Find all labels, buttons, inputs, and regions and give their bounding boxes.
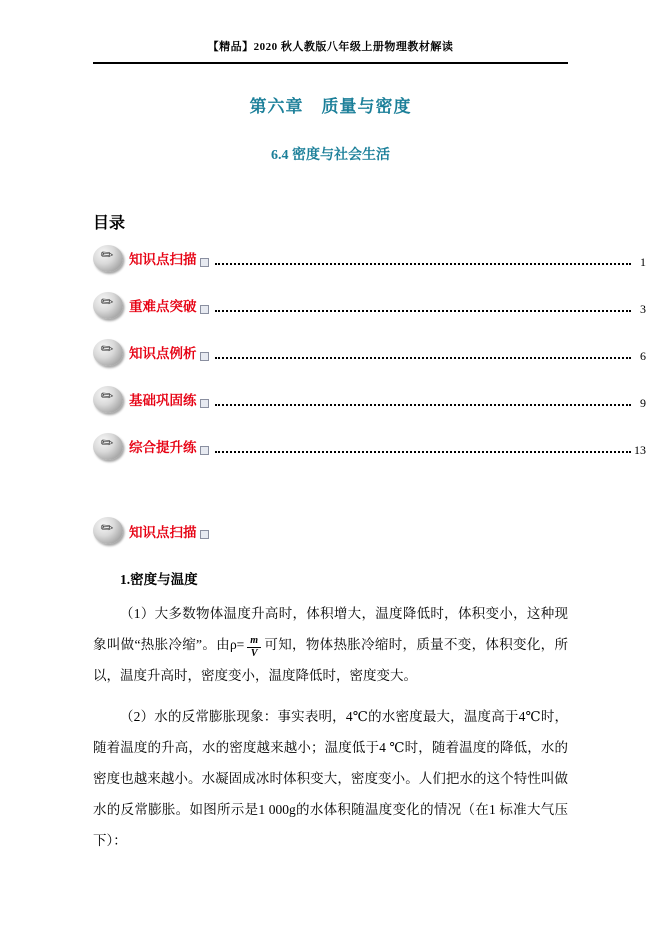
toc-item-label[interactable]: 知识点例析 [129,346,197,361]
toc-item-3[interactable] [93,337,646,367]
header-divider [93,62,568,64]
pencil-icon: ✎ [96,432,118,454]
lesson-title: 6.4 密度与社会生活 [271,148,390,163]
pencil-icon: ✎ [96,516,118,539]
paragraph-text-before-formula: （1）大多数物体温度升高时，体积增大，温度降低时，体积变小，这种现象叫做“热胀冷缩”。由ρ= [93,606,568,652]
dotted-leader [215,310,632,312]
pencil-icon: ✎ [96,291,118,313]
section-heading [93,517,568,544]
pencil-badge-icon [93,245,123,272]
link-anchor-icon [200,258,209,267]
toc-page-number: 6 [640,349,646,363]
formula-denominator: V [250,648,258,659]
toc-page-number: 13 [634,443,646,457]
toc-item-4[interactable] [93,384,646,414]
pencil-icon: ✎ [96,385,118,407]
pencil-icon: ✎ [96,244,118,266]
header-text: 【精品】2020 秋人教版八年级上册物理教材解读 [207,41,454,53]
document-header [93,38,568,54]
toc-item-label[interactable]: 综合提升练 [129,440,197,455]
density-formula [247,636,261,659]
toc-item-2[interactable] [93,290,646,320]
subsection-heading: 1.密度与温度 [120,572,198,587]
formula-numerator: m [247,636,261,648]
toc-item-label[interactable]: 基础巩固练 [129,393,197,408]
link-anchor-icon [200,305,209,314]
toc-heading: 目录 [93,215,126,232]
pencil-badge-icon [93,386,123,413]
dotted-leader [215,357,632,359]
paragraph-density-temperature [93,598,568,691]
link-anchor-icon [200,352,209,361]
link-anchor-icon [200,446,209,455]
toc-item-5[interactable] [93,431,646,461]
link-anchor-icon [200,399,209,408]
paragraph-water-anomaly: （2）水的反常膨胀现象：事实表明，4℃的水密度最大，温度高于4℃时，随着温度的升高，水的密度越来越小；温度低于4 ℃时，随着温度的降低，水的密度也越来越小。水凝固成冰时体积变大，密度变小。人们把水的这个特性叫做水的反常膨胀。如图所示是1 000g的水体积随温度变化的情况（在1 标准大气压下）： [93,709,568,848]
chapter-title: 第六章 质量与密度 [249,97,412,116]
toc-item-label[interactable]: 重难点突破 [129,299,197,314]
toc-page-number: 1 [640,255,646,269]
paragraph-text-after-formula: 可知，物体热胀冷缩时，质量不变，体积变化，所以，温度升高时，密度变小，温度降低时，密度变大。 [93,637,568,683]
table-of-contents [93,243,646,461]
toc-page-number: 9 [640,396,646,410]
dotted-leader [215,404,632,406]
pencil-badge-icon [93,339,123,366]
link-anchor-icon [200,530,209,539]
pencil-badge-icon [93,292,123,319]
toc-item-1[interactable] [93,243,646,273]
pencil-badge-icon [93,517,123,544]
dotted-leader [215,451,632,453]
section-heading-label: 知识点扫描 [129,524,197,540]
dotted-leader [215,263,632,265]
toc-item-label[interactable]: 知识点扫描 [129,252,197,267]
pencil-badge-icon [93,433,123,460]
pencil-icon: ✎ [96,338,118,360]
toc-page-number: 3 [640,302,646,316]
